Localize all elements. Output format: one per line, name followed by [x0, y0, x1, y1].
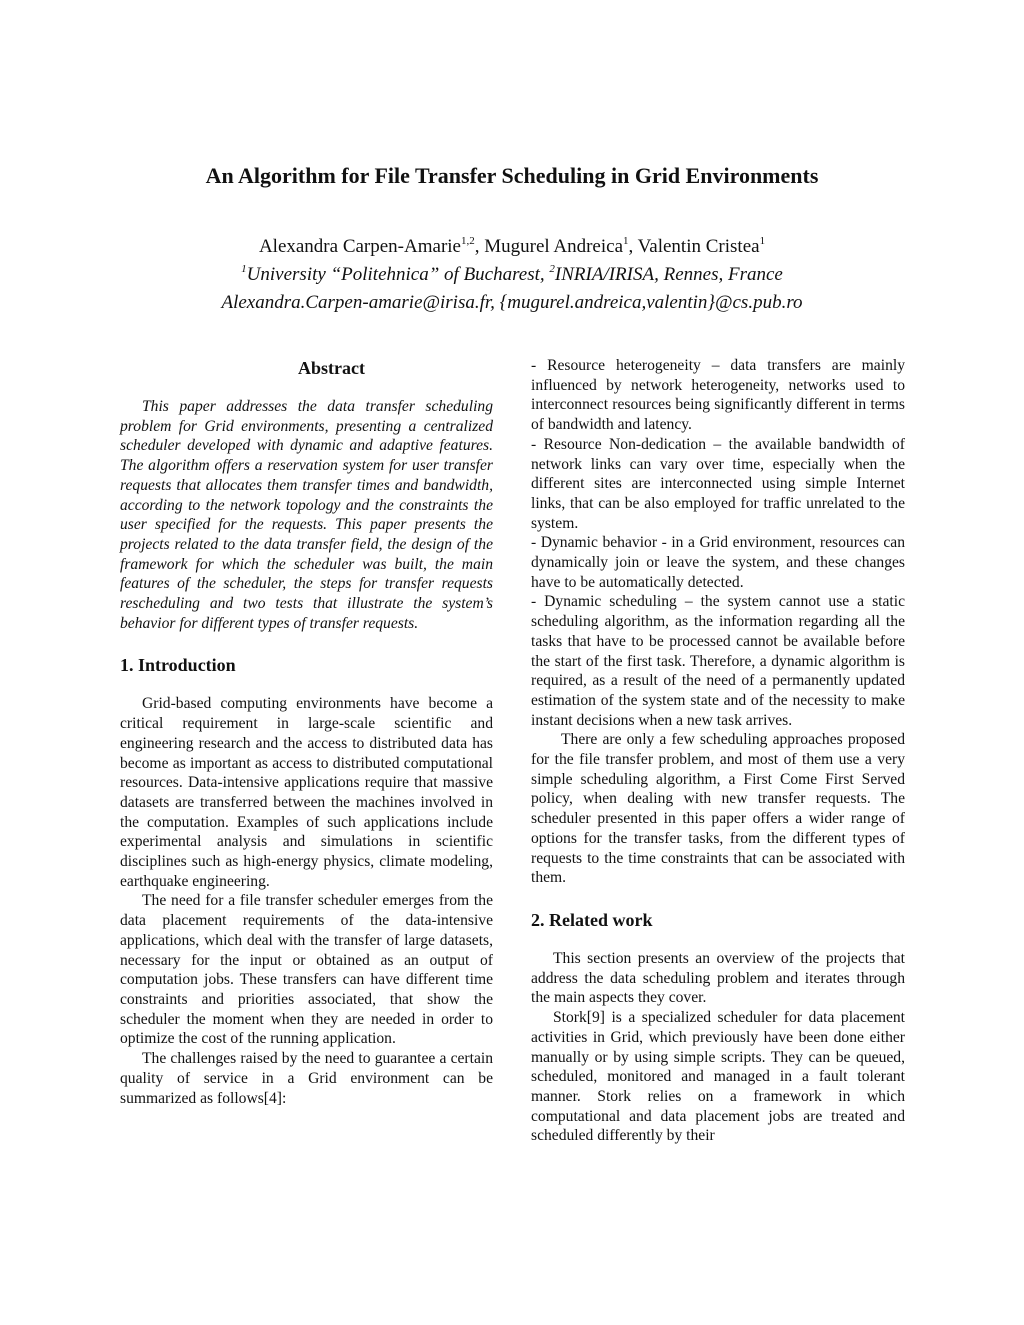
introduction-closing-paragraph: There are only a few scheduling approaches proposed for the file transfer problem, and most of them use a very simple scheduling algorithm, a First Come First Served policy, when dealing with new transfer requests. The scheduler presented in this paper offers a wider range of options for the transfer tasks, from the different types of requests to the time constraints that can be associated with them.: [531, 731, 905, 887]
related-work-paragraph: This section presents an overview of the projects that address the data scheduling problem and iterates through the main aspects they cover.: [531, 949, 905, 1007]
introduction-paragraph: Grid-based computing environments have become a critical requirement in large-scale scientific and engineering research and the access to distributed data has become as important as access to distributed computational resources. Data-intensive applications require that massive datasets are transferred between the machines involved in the computation. Examples of such applications include experimental analysis and simulations in scientific disciplines such as high-energy physics, climate modeling, earthquake engineering.: [120, 695, 493, 890]
author-affiliation-mark: 1: [623, 235, 629, 247]
affiliation-text: University “Politehnica” of Bucharest,: [246, 264, 550, 285]
challenge-item: - Dynamic scheduling – the system cannot use a static scheduling algorithm, as the information regarding all the tasks that have to be processed cannot be available before the start of the first task. Therefore, a dynamic algorithm is required, as a result of the need of a permanently updated estimation of the system state and of the necessity to make instant decisions when a new task arrives.: [531, 593, 905, 729]
author-name: Alexandra Carpen-Amarie: [258, 236, 461, 257]
challenge-item: - Resource heterogeneity – data transfers are mainly influenced by network heterogeneity, networks used to interconnect resources being significantly different in terms of bandwidth and latency.: [531, 357, 905, 434]
author-name: Valentin Cristea: [637, 236, 760, 257]
abstract-text: This paper addresses the data transfer scheduling problem for Grid environments, presenting a centralized scheduler developed with dynamic and adaptive features. The algorithm offers a reservation system for user transfer requests that allocates them transfer times and bandwidth, according to the network topology and the constraints the user specified for the requests. This paper presents the projects related to the data transfer field, the design of the framework for which the scheduler was built, the main features of the scheduler, the steps for transfer requests rescheduling and two tests that illustrate the system’s behavior for different types of transfer requests.: [120, 398, 493, 632]
left-column: [120, 356, 493, 1108]
introduction-heading: 1. Introduction: [120, 655, 236, 676]
affiliation-mark: 2: [549, 263, 555, 275]
affiliation-mark: 1: [241, 263, 247, 275]
related-work-heading: 2. Related work: [531, 909, 653, 930]
author-names: Alexandra Carpen-Amarie$^{1,2}$, Mugurel Andreica$^1$, Valentin Cristea$^1$: [258, 235, 766, 257]
author-emails: Alexandra.Carpen-amarie@irisa.fr, {mugurel.andreica,valentin}@cs.pub.ro: [221, 292, 803, 313]
challenge-item: - Dynamic behavior - in a Grid environment, resources can dynamically join or leave the system, and these changes have to be automatically detected.: [531, 534, 905, 591]
abstract-heading: Abstract: [298, 358, 365, 378]
author-name: Mugurel Andreica: [484, 236, 623, 257]
right-column: [531, 356, 905, 1146]
challenge-item: - Resource Non-dedication – the available bandwidth of network links can vary over time, especially when the different sites are interconnected using simple Internet links, that can be also employed for traffic unrelated to the system.: [531, 435, 905, 532]
introduction-paragraph: The challenges raised by the need to guarantee a certain quality of service in a Grid environment can be summarized as follows[4]:: [120, 1050, 493, 1107]
related-work-paragraph: Stork[9] is a specialized scheduler for data placement activities in Grid, which previously have been done either manually or by using simple scripts. They can be queued, scheduled, monitored and managed in a fault tolerant manner. Stork relies on a framework in which computational and data placement jobs are treated and scheduled differently by their: [531, 1009, 905, 1145]
paper-title: An Algorithm for File Transfer Scheduling in Grid Environments: [205, 163, 819, 188]
introduction-paragraph: The need for a file transfer scheduler emerges from the data placement requirements of the data-intensive applications, which deal with the transfer of large datasets, necessary for the input or obtained as an output of computation jobs. These transfers can have different time constraints and priorities associated, that show the scheduler the moment when they are needed in order to optimize the cost of the running application.: [120, 892, 493, 1048]
affiliation-text: INRIA/IRISA, Rennes, France: [554, 264, 783, 285]
author-block: [0, 234, 1024, 315]
author-affiliation-mark: 1,2: [460, 235, 475, 247]
author-affiliation-mark: 1: [759, 235, 766, 247]
author-affiliations: [0, 262, 1024, 290]
